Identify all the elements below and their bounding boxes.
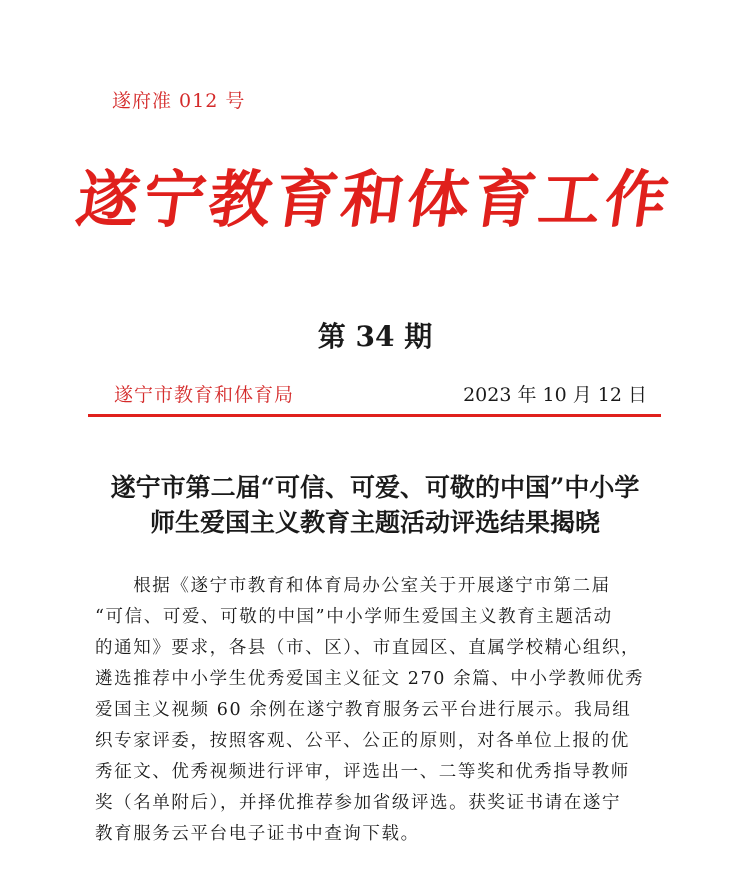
article-title-line: 遂宁市第二届“可信、可爱、可敬的中国”中小学 [110,473,640,502]
masthead-title: 遂宁教育和体育工作 [72,163,677,236]
body-line: 遴选推荐中小学生优秀爱国主义征文 270 余篇、中小学教师优秀 [95,669,645,689]
body-line: 秀征文、优秀视频进行评审，评选出一、二等奖和优秀指导教师 [95,762,630,782]
body-line: 根据《遂宁市教育和体育局办公室关于开展遂宁市第二届 [95,576,611,596]
issue-number: 第 34 期 [317,320,433,353]
document-number: 遂府准 012 号 [112,90,246,112]
body-line: 织专家评委，按照客观、公平、公正的原则，对各单位上报的优 [95,731,630,751]
body-line: 的通知》要求，各县（市、区）、市直园区、直属学校精心组织， [95,638,641,658]
article-body [95,571,660,850]
body-line: 奖（名单附后），并择优推荐参加省级评选。获奖证书请在遂宁 [95,793,622,813]
body-line: 教育服务云平台电子证书中查询下载。 [95,824,420,844]
article-title [0,470,750,540]
red-divider-rule [88,414,661,417]
issuing-authority: 遂宁市教育和体育局 [114,384,295,406]
body-line: “可信、可爱、可敬的中国”中小学师生爱国主义教育主题活动 [95,607,613,627]
issue-date: 2023 年 10 月 12 日 [463,384,647,406]
body-line: 爱国主义视频 60 余例在遂宁教育服务云平台进行展示。我局组 [95,700,632,720]
article-title-line: 师生爱国主义教育主题活动评选结果揭晓 [149,508,600,537]
